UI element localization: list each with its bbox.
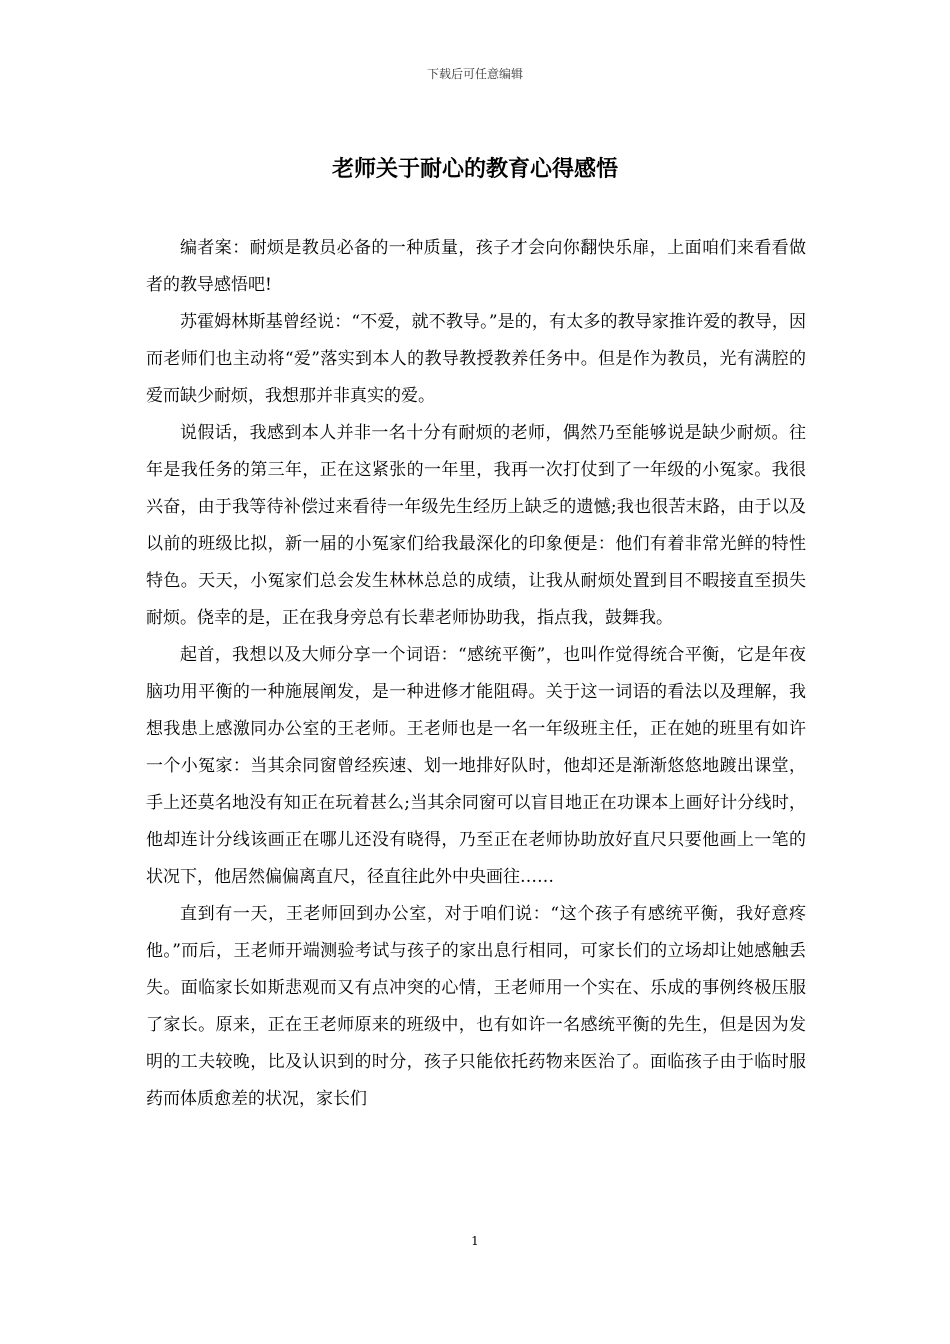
paragraph: 说假话，我感到本人并非一名十分有耐烦的老师，偶然乃至能够说是缺少耐烦。往年是我任务的第三年，正在这紧张的一年里，我再一次打仗到了一年级的小冤家。我很兴奋，由于我等待补偿过来看待一年级先生经历上缺乏的遗憾;我也很苦末路，由于以及以前的班级比拟，新一届的小冤家们给我最深化的印象便是：他们有着非常光鲜的特性特色。天天，小冤家们总会发生林林总总的成绩，让我从耐烦处置到目不暇接直至损失耐烦。侥幸的是，正在我身旁总有长辈老师协助我，指点我，鼓舞我。 — [146, 423, 806, 628]
page-number: 1 — [471, 1234, 479, 1248]
document-body — [146, 230, 806, 1118]
paragraph: 直到有一天，王老师回到办公室，对于咱们说：“这个孩子有感统平衡，我好意疼他。”而后，王老师开端测验考试与孩子的家出息行相同，可家长们的立场却让她感触丢失。面临家长如斯悲观而又有点冲突的心情，王老师用一个实在、乐成的事例终极压服了家长。原来，正在王老师原来的班级中，也有如许一名感统平衡的先生，但是因为发明的工夫较晚，比及认识到的时分，孩子只能依托药物来医治了。面临孩子由于临时服药而体质愈差的状况，家长们 — [146, 904, 806, 1109]
page-header-note: 下载后可任意编辑 — [426, 67, 523, 81]
paragraph-editor-note: 编者案：耐烦是教员必备的一种质量，孩子才会向你翻快乐扉，上面咱们来看看做者的教导感悟吧! — [146, 238, 806, 295]
paragraph: 起首，我想以及大师分享一个词语：“感统平衡”，也叫作觉得统合平衡，它是年夜脑功用平衡的一种施展阐发，是一种进修才能阻碍。关于这一词语的看法以及理解，我想我患上感激同办公室的王老师。王老师也是一名一年级班主任，正在她的班里有如许一个小冤家：当其余同窗曾经疾速、划一地排好队时，他却还是渐渐悠悠地踱出课堂，手上还莫名地没有知正在玩着甚么;当其余同窗可以盲目地正在功课本上画好计分线时，他却连计分线该画正在哪儿还没有晓得，乃至正在老师协助放好直尺只要他画上一笔的状况下，他居然偏偏离直尺，径直往此外中央画往…… — [146, 645, 806, 887]
document-title: 老师关于耐心的教育心得感悟 — [331, 157, 618, 182]
paragraph: 苏霍姆林斯基曾经说：“不爱，就不教导。”是的，有太多的教导家推许爱的教导，因而老师们也主动将“爱”落实到本人的教导教授教养任务中。但是作为教员，光有满腔的爱而缺少耐烦，我想那并非真实的爱。 — [146, 312, 806, 406]
